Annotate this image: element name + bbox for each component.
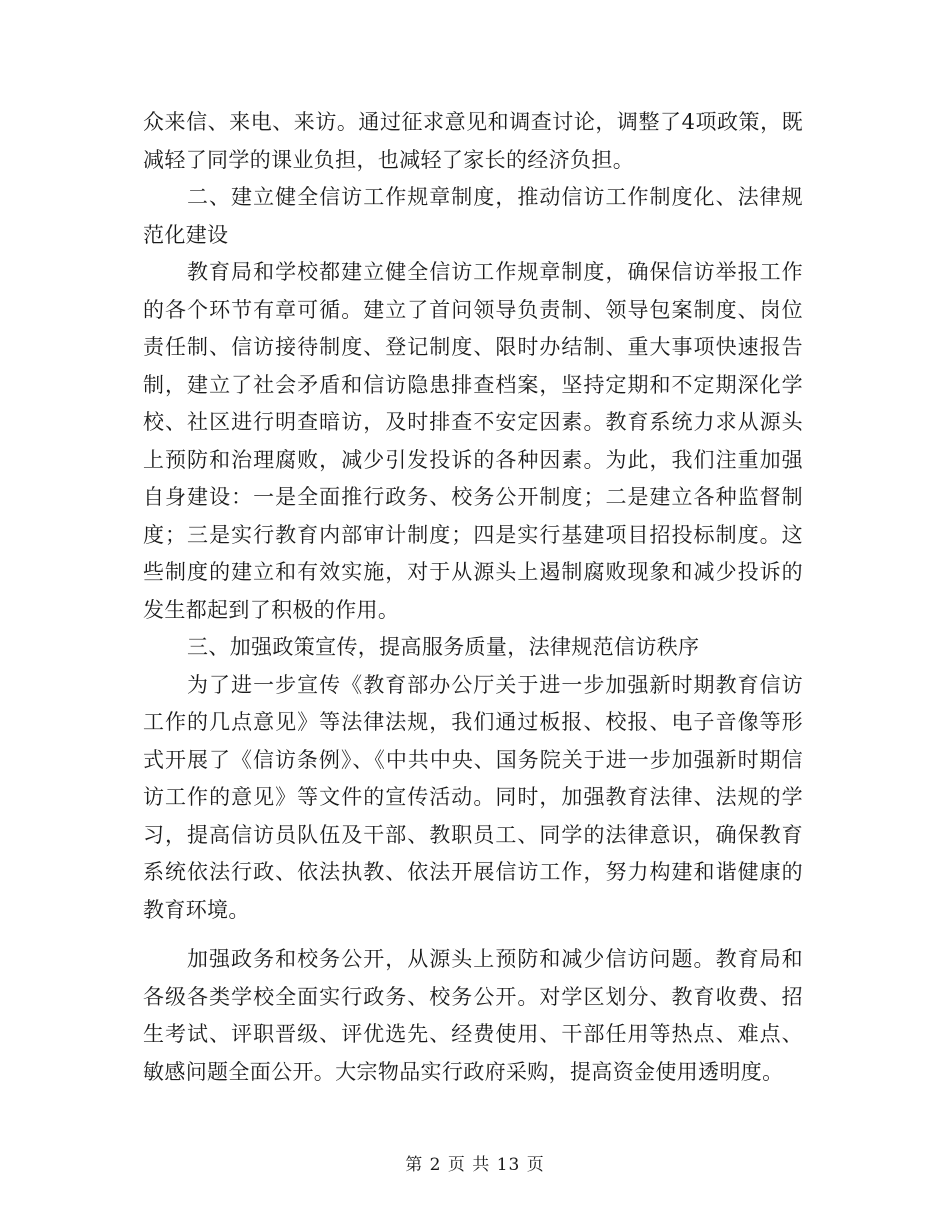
section-heading-2: 二、建立健全信访工作规章制度，推动信访工作制度化、法律规范化建设 [143,185,803,247]
document-body [143,104,803,1091]
paragraph-regulations: 教育局和学校都建立健全信访工作规章制度，确保信访举报工作的各个环节有章可循。建立了首问领导负责制、领导包案制度、岗位责任制、信访接待制度、登记制度、限时办结制、重大事项快速报告制，建立了社会矛盾和信访隐患排查档案，坚持定期和不定期深化学校、社区进行明查暗访，及时排查不安定因素。教育系统力求从源头上预防和治理腐败，减少引发投诉的各种因素。为此，我们注重加强自身建设：一是全面推行政务、校务公开制度；二是建立各种监督制度；三是实行教育内部审计制度；四是实行基建项目招投标制度。这些制度的建立和有效实施，对于从源头上遏制腐败现象和减少投诉的发生都起到了积极的作用。 [143,260,803,622]
paragraph-openness: 加强政务和校务公开，从源头上预防和减少信访问题。教育局和各级各类学校全面实行政务、校务公开。对学区划分、教育收费、招生考试、评职晋级、评优选先、经费使用、干部任用等热点、难点、敏感问题全面公开。大宗物品实行政府采购，提高资金使用透明度。 [143,947,803,1084]
paragraph-continuation: 众来信、来电、来访。通过征求意见和调查讨论，调整了4项政策，既减轻了同学的课业负担，也减轻了家长的经济负担。 [143,110,803,172]
paragraph-publicity: 为了进一步宣传《教育部办公厅关于进一步加强新时期教育信访工作的几点意见》等法律法规，我们通过板报、校报、电子音像等形式开展了《信访条例》、《中共中央、国务院关于进一步加强新时期信访工作的意见》等文件的宣传活动。同时，加强教育法律、法规的学习，提高信访员队伍及干部、教职员工、同学的法律意识，确保教育系统依法行政、依法执教、依法开展信访工作，努力构建和谐健康的教育环境。 [143,672,803,922]
section-heading-3: 三、加强政策宣传，提高服务质量，法律规范信访秩序 [187,635,700,659]
page-number-footer: 第 2 页 共 13 页 [405,1155,545,1175]
